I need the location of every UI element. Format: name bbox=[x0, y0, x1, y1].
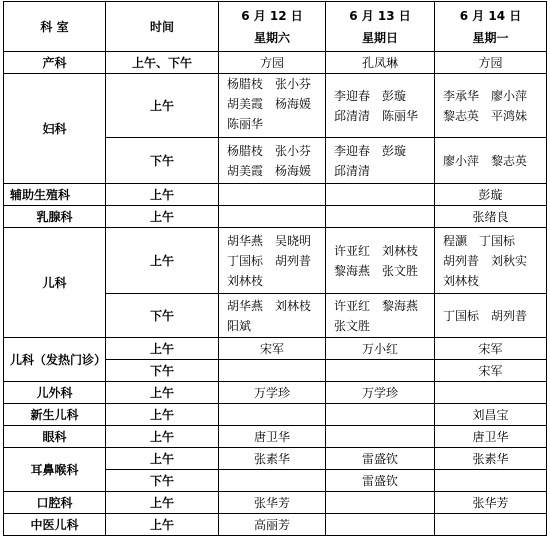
duty-cell: 雷盛钦 bbox=[326, 470, 435, 492]
duty-cell bbox=[326, 74, 435, 138]
duty-cell bbox=[435, 514, 547, 536]
header-dept: 科 室 bbox=[4, 2, 106, 52]
header-day-1: 6 月 12 日 星期六 bbox=[219, 2, 326, 52]
duty-cell bbox=[435, 74, 547, 138]
doctor-name: 胡列普 bbox=[275, 253, 312, 268]
name-line bbox=[334, 86, 434, 106]
doctor-name: 胡列普 bbox=[443, 253, 480, 268]
duty-cell: 彭璇 bbox=[435, 184, 547, 206]
doctor-name: 陈丽华 bbox=[382, 108, 419, 123]
duty-cell bbox=[326, 514, 435, 536]
duty-cell bbox=[219, 360, 326, 382]
doctor-name: 张小芬 bbox=[275, 143, 312, 158]
name-line bbox=[443, 306, 546, 326]
name-line bbox=[443, 271, 546, 291]
time-fever-pm: 下午 bbox=[106, 360, 219, 382]
doctor-name: 李承华 bbox=[443, 88, 480, 103]
doctor-name: 邱清清 bbox=[334, 108, 371, 123]
duty-cell bbox=[435, 138, 547, 184]
duty-cell bbox=[219, 404, 326, 426]
name-line bbox=[227, 251, 325, 271]
doctor-name: 杨海媛 bbox=[275, 97, 312, 111]
duty-cell bbox=[219, 206, 326, 228]
doctor-name: 胡列普 bbox=[491, 308, 528, 323]
name-line bbox=[334, 241, 434, 261]
name-line bbox=[334, 296, 434, 316]
doctor-name: 杨腊枝 bbox=[227, 143, 264, 158]
header-time: 时间 bbox=[106, 2, 219, 52]
row-ped-surgery bbox=[4, 382, 547, 404]
name-line bbox=[227, 114, 325, 134]
name-line bbox=[227, 74, 325, 94]
name-line bbox=[227, 271, 325, 291]
duty-cell bbox=[219, 138, 326, 184]
dept-gynecology: 妇科 bbox=[4, 74, 106, 184]
time-obstetrics: 上午、下午 bbox=[106, 52, 219, 74]
duty-schedule-table bbox=[3, 1, 547, 536]
row-tcm-pediatrics bbox=[4, 514, 547, 536]
dept-fever: 儿科（发热门诊） bbox=[4, 338, 106, 382]
doctor-name: 彭璇 bbox=[382, 88, 407, 103]
doctor-name: 刘林枝 bbox=[275, 298, 312, 313]
dept-tcm-pediatrics: 中医儿科 bbox=[4, 514, 106, 536]
duty-cell bbox=[219, 470, 326, 492]
row-ent-am bbox=[4, 448, 547, 470]
name-line bbox=[334, 261, 434, 281]
doctor-name: 黎志英 bbox=[491, 153, 528, 168]
doctor-name: 张小芬 bbox=[275, 77, 312, 91]
row-stomatology bbox=[4, 492, 547, 514]
name-line bbox=[334, 316, 434, 336]
duty-cell: 张华芳 bbox=[435, 492, 547, 514]
duty-cell: 方园 bbox=[219, 52, 326, 74]
row-breast bbox=[4, 206, 547, 228]
duty-cell bbox=[326, 360, 435, 382]
time-gynecology-am: 上午 bbox=[106, 74, 219, 138]
duty-cell: 雷盛钦 bbox=[326, 448, 435, 470]
doctor-name: 黎海燕 bbox=[382, 298, 419, 313]
duty-cell bbox=[326, 138, 435, 184]
dept-obstetrics: 产科 bbox=[4, 52, 106, 74]
doctor-name: 许亚红 bbox=[334, 243, 371, 258]
duty-cell: 刘昌宝 bbox=[435, 404, 547, 426]
duty-cell: 孔凤琳 bbox=[326, 52, 435, 74]
duty-cell bbox=[326, 492, 435, 514]
duty-cell bbox=[435, 228, 547, 294]
doctor-name: 刘林枝 bbox=[227, 273, 264, 288]
time-pediatrics-pm: 下午 bbox=[106, 294, 219, 338]
time-neonatal: 上午 bbox=[106, 404, 219, 426]
name-line bbox=[443, 231, 546, 251]
dept-ped-surgery: 儿外科 bbox=[4, 382, 106, 404]
duty-cell bbox=[326, 426, 435, 448]
time-ent-am: 上午 bbox=[106, 448, 219, 470]
doctor-name: 刘林枝 bbox=[382, 243, 419, 258]
name-line bbox=[334, 161, 434, 181]
name-line bbox=[227, 161, 325, 181]
duty-cell: 宋军 bbox=[435, 360, 547, 382]
duty-cell bbox=[326, 184, 435, 206]
row-gynecology-am bbox=[4, 74, 547, 138]
duty-cell bbox=[326, 404, 435, 426]
time-ophthalmology: 上午 bbox=[106, 426, 219, 448]
duty-cell bbox=[435, 294, 547, 338]
duty-cell bbox=[435, 382, 547, 404]
duty-cell bbox=[219, 228, 326, 294]
duty-cell: 张素华 bbox=[435, 448, 547, 470]
name-line bbox=[227, 94, 325, 114]
doctor-name: 张文胜 bbox=[334, 318, 371, 333]
dept-stomatology: 口腔科 bbox=[4, 492, 106, 514]
name-line bbox=[443, 106, 546, 126]
doctor-name: 胡美霞 bbox=[227, 163, 264, 178]
name-line bbox=[227, 141, 325, 161]
duty-cell: 宋军 bbox=[219, 338, 326, 360]
row-fever-am bbox=[4, 338, 547, 360]
row-obstetrics bbox=[4, 52, 547, 74]
time-breast: 上午 bbox=[106, 206, 219, 228]
doctor-name: 邱清清 bbox=[334, 163, 371, 178]
duty-cell: 张绪良 bbox=[435, 206, 547, 228]
doctor-name: 丁国标 bbox=[227, 253, 264, 268]
duty-cell: 宋军 bbox=[435, 338, 547, 360]
time-tcm-pediatrics: 上午 bbox=[106, 514, 219, 536]
dept-breast: 乳腺科 bbox=[4, 206, 106, 228]
duty-cell: 张素华 bbox=[219, 448, 326, 470]
duty-cell bbox=[219, 294, 326, 338]
dept-pediatrics: 儿科 bbox=[4, 228, 106, 338]
doctor-name: 黎海燕 bbox=[334, 263, 371, 278]
doctor-name: 李迎春 bbox=[334, 143, 371, 158]
name-line bbox=[443, 251, 546, 271]
time-gynecology-pm: 下午 bbox=[106, 138, 219, 184]
row-neonatal bbox=[4, 404, 547, 426]
duty-cell: 唐卫华 bbox=[219, 426, 326, 448]
dept-ent: 耳鼻喉科 bbox=[4, 448, 106, 492]
header-row bbox=[4, 2, 547, 52]
duty-cell: 万小红 bbox=[326, 338, 435, 360]
doctor-name: 杨海媛 bbox=[275, 163, 312, 178]
doctor-name: 刘林枝 bbox=[443, 273, 480, 288]
duty-cell: 唐卫华 bbox=[435, 426, 547, 448]
name-line bbox=[334, 106, 434, 126]
doctor-name: 胡美霞 bbox=[227, 97, 264, 111]
duty-cell: 万学珍 bbox=[219, 382, 326, 404]
doctor-name: 平鸿妹 bbox=[491, 108, 528, 123]
duty-cell: 高丽芳 bbox=[219, 514, 326, 536]
header-day-3: 6 月 14 日 星期一 bbox=[435, 2, 547, 52]
time-fever-am: 上午 bbox=[106, 338, 219, 360]
doctor-name: 丁国标 bbox=[443, 308, 480, 323]
time-stomatology: 上午 bbox=[106, 492, 219, 514]
time-ent-pm: 下午 bbox=[106, 470, 219, 492]
doctor-name: 胡华燕 bbox=[227, 298, 264, 313]
doctor-name: 廖小萍 bbox=[491, 88, 528, 103]
doctor-name: 陈丽华 bbox=[227, 117, 264, 131]
doctor-name: 胡华燕 bbox=[227, 233, 264, 248]
time-reproductive: 上午 bbox=[106, 184, 219, 206]
duty-cell: 方园 bbox=[435, 52, 547, 74]
name-line bbox=[227, 231, 325, 251]
duty-cell bbox=[326, 228, 435, 294]
doctor-name: 黎志英 bbox=[443, 108, 480, 123]
doctor-name: 张文胜 bbox=[382, 263, 419, 278]
doctor-name: 李迎春 bbox=[334, 88, 371, 103]
doctor-name: 彭璇 bbox=[382, 143, 407, 158]
header-day-2: 6 月 13 日 星期日 bbox=[326, 2, 435, 52]
name-line bbox=[227, 316, 325, 336]
doctor-name: 吴晓明 bbox=[275, 233, 312, 248]
doctor-name: 杨腊枝 bbox=[227, 77, 264, 91]
row-pediatrics-am bbox=[4, 228, 547, 294]
duty-cell bbox=[326, 206, 435, 228]
duty-cell bbox=[326, 294, 435, 338]
name-line bbox=[443, 86, 546, 106]
duty-cell bbox=[435, 470, 547, 492]
duty-cell bbox=[219, 184, 326, 206]
duty-cell: 张华芳 bbox=[219, 492, 326, 514]
doctor-name: 程灏 bbox=[443, 233, 468, 248]
doctor-name: 丁国标 bbox=[479, 233, 516, 248]
dept-reproductive: 辅助生殖科 bbox=[4, 184, 106, 206]
doctor-name: 阳斌 bbox=[227, 318, 252, 333]
duty-cell: 万学珍 bbox=[326, 382, 435, 404]
dept-neonatal: 新生儿科 bbox=[4, 404, 106, 426]
doctor-name: 廖小萍 bbox=[443, 153, 480, 168]
duty-cell bbox=[219, 74, 326, 138]
dept-ophthalmology: 眼科 bbox=[4, 426, 106, 448]
row-ophthalmology bbox=[4, 426, 547, 448]
name-line bbox=[227, 296, 325, 316]
name-line bbox=[443, 151, 546, 171]
doctor-name: 许亚红 bbox=[334, 298, 371, 313]
doctor-name: 刘秋实 bbox=[491, 253, 528, 268]
time-pediatrics-am: 上午 bbox=[106, 228, 219, 294]
time-ped-surgery: 上午 bbox=[106, 382, 219, 404]
name-line bbox=[334, 141, 434, 161]
row-reproductive bbox=[4, 184, 547, 206]
